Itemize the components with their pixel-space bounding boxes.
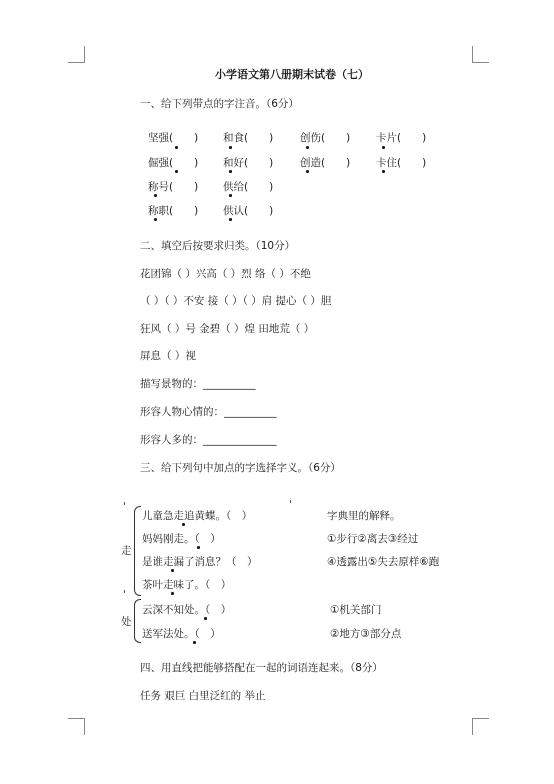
s1-item: 供给( ): [223, 181, 274, 193]
s3-item: 云深不知处。（ ）: [142, 604, 232, 616]
emphasis-dot: [182, 523, 185, 526]
emphasis-dot: [306, 146, 309, 149]
corner-mark-bottom-right: [472, 718, 489, 735]
s1-item: 创造( ): [300, 157, 351, 169]
s4-words: 任务 艰巨 白里泛红的 举止: [140, 690, 266, 702]
s1-item: 供认( ): [223, 205, 274, 217]
s2-line: 描写景物的：__________: [140, 378, 256, 390]
emphasis-dot: [197, 546, 200, 549]
s1-item: 坚强( ): [148, 132, 199, 144]
tick-mark: [124, 502, 125, 505]
emphasis-dot: [229, 170, 232, 173]
s2-line: 狂风（ ）号 金碧（ ）煌 田地荒（ ）: [140, 323, 315, 335]
emphasis-dot: [154, 194, 157, 197]
s3-item: 送军法处。（ ）: [142, 628, 221, 640]
emphasis-dot: [229, 218, 232, 221]
emphasis-dot: [175, 170, 178, 173]
emphasis-dot: [193, 641, 196, 644]
emphasis-dot: [175, 146, 178, 149]
s1-item: 卡住( ): [376, 157, 427, 169]
s3-item: 儿童急走追黄蝶。（ ）: [142, 510, 253, 522]
corner-mark-top-left: [68, 46, 85, 63]
s2-line: 屏息（ ）视: [140, 350, 196, 362]
s1-item: 创伤( ): [300, 132, 351, 144]
page-title: 小学语文第八册期末试卷（七）: [215, 68, 369, 81]
corner-mark-bottom-left: [68, 718, 85, 735]
group-label: 处: [121, 616, 132, 628]
s3-item: 妈妈刚走。（ ）: [142, 533, 221, 545]
s2-line: 花团锦（ ）兴高（ ）烈 络（ ）不绝: [140, 268, 311, 280]
emphasis-dot: [229, 146, 232, 149]
s1-item: 和好( ): [223, 157, 274, 169]
emphasis-dot: [229, 194, 232, 197]
s3-definition: ①机关部门: [330, 604, 382, 616]
bracket-left: [134, 506, 141, 596]
s3-definition: ④透露出⑤失去原样⑥跑: [327, 556, 440, 568]
emphasis-dot: [382, 170, 385, 173]
tick-mark: [124, 590, 125, 593]
section-1-heading: 一、给下列带点的字注音。（6分）: [140, 98, 299, 110]
emphasis-dot: [382, 146, 385, 149]
s3-item: 是谁走漏了消息？（ ）: [142, 556, 258, 568]
group-label: 走: [121, 545, 132, 557]
s2-line: 形容人多的：______________: [140, 434, 277, 446]
s3-definition: ②地方③部分点: [330, 628, 402, 640]
s3-definition: 字典里的解释。: [327, 510, 401, 522]
emphasis-dot: [171, 569, 174, 572]
s3-definition: ①步行②离去③经过: [327, 533, 419, 545]
section-2-heading: 二、填空后按要求归类。（10分）: [140, 240, 296, 252]
s2-line: 形容人物心情的：__________: [140, 406, 277, 418]
s2-line: （ ）（ ）不安 接（ ）（ ）肩 提心（ ）胆: [140, 295, 332, 307]
s3-item: 茶叶走味了。（ ）: [142, 579, 232, 591]
corner-mark-top-right: [472, 46, 489, 63]
tick-mark: [290, 500, 291, 503]
emphasis-dot: [204, 617, 207, 620]
s1-item: 称职( ): [148, 205, 199, 217]
section-3-heading: 三、给下列句中加点的字选择字义。（6分）: [140, 462, 341, 474]
s1-item: 卡片( ): [376, 132, 427, 144]
emphasis-dot: [306, 170, 309, 173]
s1-item: 称号( ): [148, 181, 199, 193]
section-4-heading: 四、用直线把能够搭配在一起的词语连起来。（8分）: [140, 662, 383, 674]
s1-item: 倔强( ): [148, 157, 199, 169]
emphasis-dot: [154, 218, 157, 221]
emphasis-dot: [171, 592, 174, 595]
bracket-left: [134, 599, 141, 643]
s1-item: 和食( ): [223, 132, 274, 144]
